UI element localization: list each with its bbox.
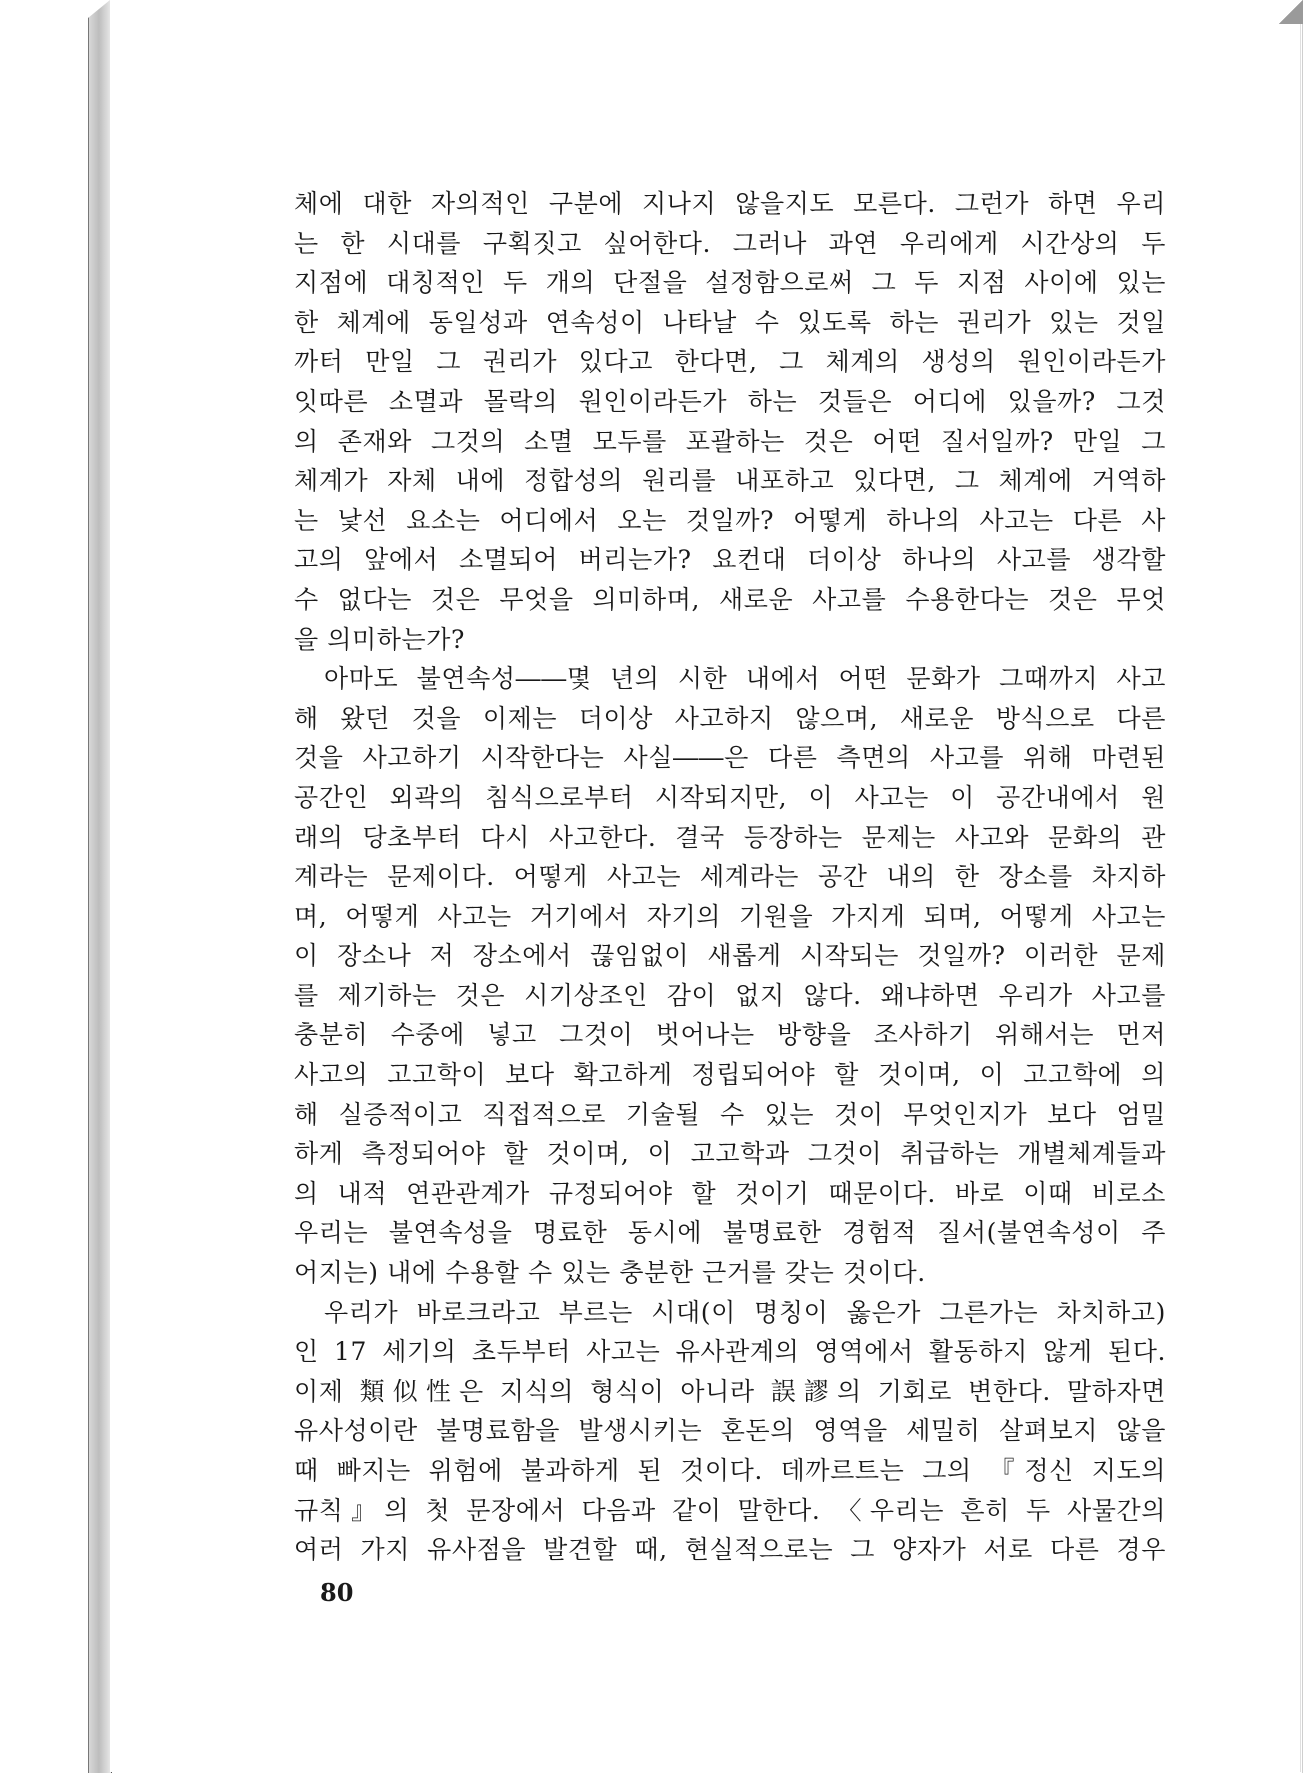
- text-line: 체에 대한 자의적인 구분에 지나지 않을지도 모른다. 그런가 하면 우리: [294, 189, 1166, 218]
- text-line: 어지는) 내에 수용할 수 있는 충분한 근거를 갖는 것이다.: [294, 1258, 926, 1288]
- text-line: 우리가 바로크라고 부르는 시대(이 명칭이 옳은가 그른가는 차치하고): [324, 1297, 1166, 1327]
- text-line: 한 체계에 동일성과 연속성이 나타날 수 있도록 하는 권리가 있는 것일: [294, 307, 1166, 337]
- text-line: 규칙』의 첫 문장에서 다음과 같이 말한다. 〈우리는 흔히 두 사물간의: [294, 1495, 1166, 1525]
- text-line: 유사성이란 불명료함을 발생시키는 혼돈의 영역을 세밀히 살펴보지 않을: [294, 1416, 1166, 1446]
- text-line: 이제 類似性은 지식의 형식이 아니라 誤謬의 기회로 변한다. 말하자면: [294, 1376, 1166, 1406]
- text-line: 이 장소나 저 장소에서 끊임없이 새롭게 시작되는 것일까? 이러한 문제: [294, 941, 1166, 971]
- text-line: 을 의미하는가?: [294, 624, 466, 654]
- text-line: 인 17 세기의 초두부터 사고는 유사관계의 영역에서 활동하지 않게 된다.: [294, 1337, 1166, 1367]
- text-line: 것을 사고하기 시작한다는 사실――은 다른 측면의 사고를 위해 마련된: [294, 743, 1166, 773]
- body-text: [294, 184, 1166, 1570]
- page-corner-mark: [1279, 0, 1303, 24]
- text-line: 를 제기하는 것은 시기상조인 감이 없지 않다. 왜냐하면 우리가 사고를: [294, 980, 1166, 1010]
- text-line: 잇따른 소멸과 몰락의 원인이라든가 하는 것들은 어디에 있을까? 그것: [294, 386, 1166, 416]
- text-line: 충분히 수중에 넣고 그것이 벗어나는 방향을 조사하기 위해서는 먼저: [294, 1020, 1166, 1050]
- text-line: 아마도 불연속성――몇 년의 시한 내에서 어떤 문화가 그때까지 사고: [324, 664, 1166, 694]
- text-line: 의 존재와 그것의 소멸 모두를 포괄하는 것은 어떤 질서일까? 만일 그: [294, 426, 1166, 456]
- text-line: 때 빠지는 위험에 불과하게 된 것이다. 데까르트는 그의 『정신 지도의: [294, 1456, 1166, 1485]
- text-line: 여러 가지 유사점을 발견할 때, 현실적으로는 그 양자가 서로 다른 경우: [294, 1535, 1166, 1565]
- text-line: 계라는 문제이다. 어떻게 사고는 세계라는 공간 내의 한 장소를 차지하: [294, 862, 1166, 892]
- text-line: 의 내적 연관관계가 규정되어야 할 것이기 때문이다. 바로 이때 비로소: [294, 1178, 1166, 1208]
- text-line: 래의 당초부터 다시 사고한다. 결국 등장하는 문제는 사고와 문화의 관: [294, 822, 1166, 852]
- text-line: 체계가 자체 내에 정합성의 원리를 내포하고 있다면, 그 체계에 거역하: [294, 466, 1166, 496]
- text-line: 하게 측정되어야 할 것이며, 이 고고학과 그것이 취급하는 개별체계들과: [294, 1139, 1166, 1169]
- text-line: 사고의 고고학이 보다 확고하게 정립되어야 할 것이며, 이 고고학에 의: [294, 1060, 1166, 1090]
- text-line: 수 없다는 것은 무엇을 의미하며, 새로운 사고를 수용한다는 것은 무엇: [294, 584, 1166, 614]
- text-line: 며, 어떻게 사고는 거기에서 자기의 기원을 가지게 되며, 어떻게 사고는: [294, 901, 1166, 931]
- text-line: 우리는 불연속성을 명료한 동시에 불명료한 경험적 질서(불연속성이 주: [294, 1218, 1166, 1248]
- spine-top-corner: [88, 0, 110, 18]
- page-number: 80: [320, 1578, 354, 1607]
- text-line: 해 왔던 것을 이제는 더이상 사고하지 않으며, 새로운 방식으로 다른: [294, 703, 1166, 733]
- book-spine-edge: [88, 0, 112, 1773]
- text-line: 고의 앞에서 소멸되어 버리는가? 요컨대 더이상 하나의 사고를 생각할: [294, 545, 1166, 575]
- text-line: 까터 만일 그 권리가 있다고 한다면, 그 체계의 생성의 원인이라든가: [294, 347, 1166, 377]
- text-line: 지점에 대칭적인 두 개의 단절을 설정함으로써 그 두 지점 사이에 있는: [294, 268, 1166, 298]
- text-line: 는 한 시대를 구획짓고 싶어한다. 그러나 과연 우리에게 시간상의 두: [294, 228, 1166, 258]
- text-line: 해 실증적이고 직접적으로 기술될 수 있는 것이 무엇인지가 보다 엄밀: [294, 1099, 1166, 1129]
- text-line: 공간인 외곽의 침식으로부터 시작되지만, 이 사고는 이 공간내에서 원: [294, 782, 1166, 812]
- text-line: 는 낯선 요소는 어디에서 오는 것일까? 어떻게 하나의 사고는 다른 사: [294, 505, 1166, 535]
